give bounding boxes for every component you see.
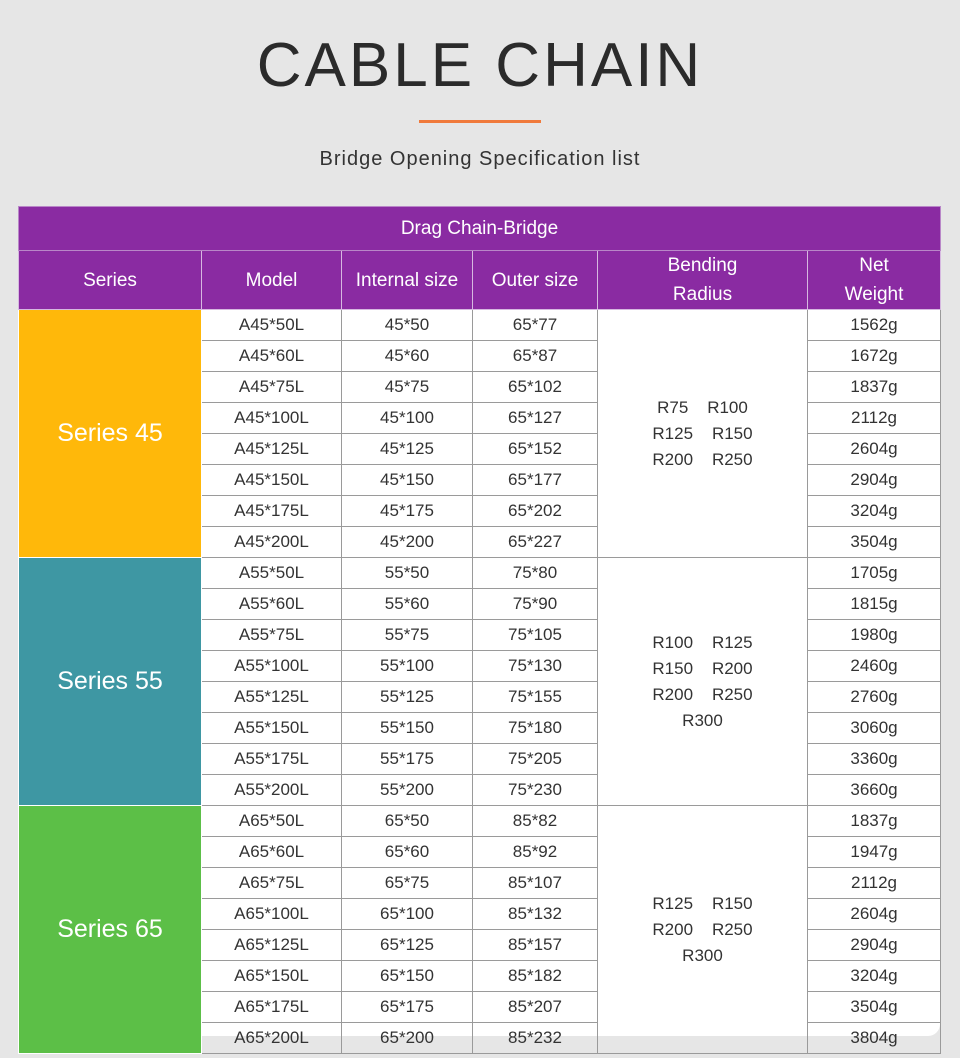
outer-size-cell: 65*87 bbox=[473, 341, 598, 372]
outer-size-cell: 85*232 bbox=[473, 1023, 598, 1054]
series-label: Series 65 bbox=[19, 806, 202, 1054]
outer-size-cell: 65*152 bbox=[473, 434, 598, 465]
table-row bbox=[19, 806, 941, 837]
net-weight-cell: 2604g bbox=[808, 434, 941, 465]
bending-radius-line: R200 R250 bbox=[652, 449, 753, 469]
column-header-bending-radius bbox=[598, 251, 808, 310]
page-subtitle: Bridge Opening Specification list bbox=[319, 148, 641, 170]
net-weight-cell: 3504g bbox=[808, 527, 941, 558]
model-cell: A65*100L bbox=[202, 899, 342, 930]
spec-table bbox=[18, 206, 941, 1054]
internal-size-cell: 55*175 bbox=[342, 744, 473, 775]
internal-size-cell: 55*200 bbox=[342, 775, 473, 806]
model-cell: A45*75L bbox=[202, 372, 342, 403]
internal-size-cell: 65*125 bbox=[342, 930, 473, 961]
internal-size-cell: 65*50 bbox=[342, 806, 473, 837]
internal-size-cell: 65*75 bbox=[342, 868, 473, 899]
internal-size-cell: 55*50 bbox=[342, 558, 473, 589]
net-weight-cell: 2904g bbox=[808, 930, 941, 961]
spec-table-container bbox=[18, 206, 940, 1047]
title-accent-line bbox=[419, 120, 541, 123]
outer-size-cell: 85*107 bbox=[473, 868, 598, 899]
model-cell: A55*125L bbox=[202, 682, 342, 713]
outer-size-cell: 85*182 bbox=[473, 961, 598, 992]
table-row bbox=[19, 558, 941, 589]
column-header-bending-radius-line: Bending bbox=[667, 255, 738, 276]
internal-size-cell: 45*60 bbox=[342, 341, 473, 372]
net-weight-cell: 2904g bbox=[808, 465, 941, 496]
outer-size-cell: 75*230 bbox=[473, 775, 598, 806]
internal-size-cell: 45*150 bbox=[342, 465, 473, 496]
model-cell: A65*60L bbox=[202, 837, 342, 868]
outer-size-cell: 65*77 bbox=[473, 310, 598, 341]
outer-size-cell: 75*130 bbox=[473, 651, 598, 682]
internal-size-cell: 45*75 bbox=[342, 372, 473, 403]
net-weight-cell: 1672g bbox=[808, 341, 941, 372]
internal-size-cell: 65*100 bbox=[342, 899, 473, 930]
bending-radius-line: R200 R250 bbox=[652, 919, 753, 939]
outer-size-cell: 75*105 bbox=[473, 620, 598, 651]
model-cell: A65*50L bbox=[202, 806, 342, 837]
net-weight-cell: 1705g bbox=[808, 558, 941, 589]
model-cell: A55*100L bbox=[202, 651, 342, 682]
bending-radius-line: R300 bbox=[682, 710, 723, 730]
model-cell: A55*200L bbox=[202, 775, 342, 806]
internal-size-cell: 65*175 bbox=[342, 992, 473, 1023]
outer-size-cell: 65*202 bbox=[473, 496, 598, 527]
column-header-internal-size: Internal size bbox=[342, 251, 473, 310]
outer-size-cell: 75*90 bbox=[473, 589, 598, 620]
model-cell: A65*150L bbox=[202, 961, 342, 992]
net-weight-cell: 1562g bbox=[808, 310, 941, 341]
bending-radius-cell bbox=[598, 558, 808, 806]
bending-radius-line: R100 R125 bbox=[652, 632, 753, 652]
outer-size-cell: 65*227 bbox=[473, 527, 598, 558]
net-weight-cell: 2460g bbox=[808, 651, 941, 682]
internal-size-cell: 65*60 bbox=[342, 837, 473, 868]
model-cell: A55*175L bbox=[202, 744, 342, 775]
model-cell: A55*150L bbox=[202, 713, 342, 744]
column-header-net-weight-line: Net bbox=[859, 255, 889, 276]
net-weight-cell: 1980g bbox=[808, 620, 941, 651]
table-row bbox=[19, 310, 941, 341]
net-weight-cell: 2604g bbox=[808, 899, 941, 930]
model-cell: A45*50L bbox=[202, 310, 342, 341]
outer-size-cell: 85*92 bbox=[473, 837, 598, 868]
column-header-outer-size: Outer size bbox=[473, 251, 598, 310]
bending-radius-line: R75 R100 bbox=[657, 397, 748, 417]
model-cell: A55*75L bbox=[202, 620, 342, 651]
page-title: CABLE CHAIN bbox=[256, 31, 704, 100]
column-header-net-weight-line: Weight bbox=[844, 284, 904, 305]
model-cell: A45*100L bbox=[202, 403, 342, 434]
internal-size-cell: 45*50 bbox=[342, 310, 473, 341]
net-weight-cell: 3660g bbox=[808, 775, 941, 806]
outer-size-cell: 85*82 bbox=[473, 806, 598, 837]
internal-size-cell: 55*60 bbox=[342, 589, 473, 620]
table-body bbox=[19, 310, 941, 1054]
outer-size-cell: 65*102 bbox=[473, 372, 598, 403]
net-weight-cell: 1815g bbox=[808, 589, 941, 620]
column-header-bending-radius-line: Radius bbox=[672, 284, 733, 305]
net-weight-cell: 3204g bbox=[808, 961, 941, 992]
net-weight-cell: 2760g bbox=[808, 682, 941, 713]
model-cell: A65*125L bbox=[202, 930, 342, 961]
net-weight-cell: 2112g bbox=[808, 868, 941, 899]
model-cell: A45*175L bbox=[202, 496, 342, 527]
net-weight-cell: 3504g bbox=[808, 992, 941, 1023]
series-label: Series 45 bbox=[19, 310, 202, 558]
net-weight-cell: 3360g bbox=[808, 744, 941, 775]
column-header-net-weight bbox=[808, 251, 941, 310]
internal-size-cell: 65*200 bbox=[342, 1023, 473, 1054]
model-cell: A45*200L bbox=[202, 527, 342, 558]
outer-size-cell: 75*205 bbox=[473, 744, 598, 775]
model-cell: A45*150L bbox=[202, 465, 342, 496]
internal-size-cell: 55*150 bbox=[342, 713, 473, 744]
internal-size-cell: 55*125 bbox=[342, 682, 473, 713]
outer-size-cell: 75*180 bbox=[473, 713, 598, 744]
net-weight-cell: 1837g bbox=[808, 372, 941, 403]
model-cell: A45*125L bbox=[202, 434, 342, 465]
column-header-series: Series bbox=[19, 251, 202, 310]
internal-size-cell: 55*75 bbox=[342, 620, 473, 651]
model-cell: A65*75L bbox=[202, 868, 342, 899]
internal-size-cell: 55*100 bbox=[342, 651, 473, 682]
outer-size-cell: 85*207 bbox=[473, 992, 598, 1023]
outer-size-cell: 65*127 bbox=[473, 403, 598, 434]
model-cell: A65*175L bbox=[202, 992, 342, 1023]
bending-radius-cell bbox=[598, 310, 808, 558]
bending-radius-line: R300 bbox=[682, 945, 723, 965]
model-cell: A45*60L bbox=[202, 341, 342, 372]
outer-size-cell: 65*177 bbox=[473, 465, 598, 496]
internal-size-cell: 45*125 bbox=[342, 434, 473, 465]
net-weight-cell: 3804g bbox=[808, 1023, 941, 1054]
net-weight-cell: 2112g bbox=[808, 403, 941, 434]
outer-size-cell: 85*132 bbox=[473, 899, 598, 930]
model-cell: A65*200L bbox=[202, 1023, 342, 1054]
bending-radius-line: R200 R250 bbox=[652, 684, 753, 704]
internal-size-cell: 45*200 bbox=[342, 527, 473, 558]
model-cell: A55*60L bbox=[202, 589, 342, 620]
bending-radius-line: R125 R150 bbox=[652, 423, 753, 443]
net-weight-cell: 1947g bbox=[808, 837, 941, 868]
outer-size-cell: 75*155 bbox=[473, 682, 598, 713]
bending-radius-line: R150 R200 bbox=[652, 658, 753, 678]
net-weight-cell: 3204g bbox=[808, 496, 941, 527]
bending-radius-line: R125 R150 bbox=[652, 893, 753, 913]
net-weight-cell: 1837g bbox=[808, 806, 941, 837]
net-weight-cell: 3060g bbox=[808, 713, 941, 744]
bending-radius-cell bbox=[598, 806, 808, 1054]
internal-size-cell: 45*100 bbox=[342, 403, 473, 434]
series-label: Series 55 bbox=[19, 558, 202, 806]
internal-size-cell: 65*150 bbox=[342, 961, 473, 992]
outer-size-cell: 85*157 bbox=[473, 930, 598, 961]
internal-size-cell: 45*175 bbox=[342, 496, 473, 527]
table-caption: Drag Chain-Bridge bbox=[19, 207, 941, 251]
outer-size-cell: 75*80 bbox=[473, 558, 598, 589]
column-header-model: Model bbox=[202, 251, 342, 310]
model-cell: A55*50L bbox=[202, 558, 342, 589]
